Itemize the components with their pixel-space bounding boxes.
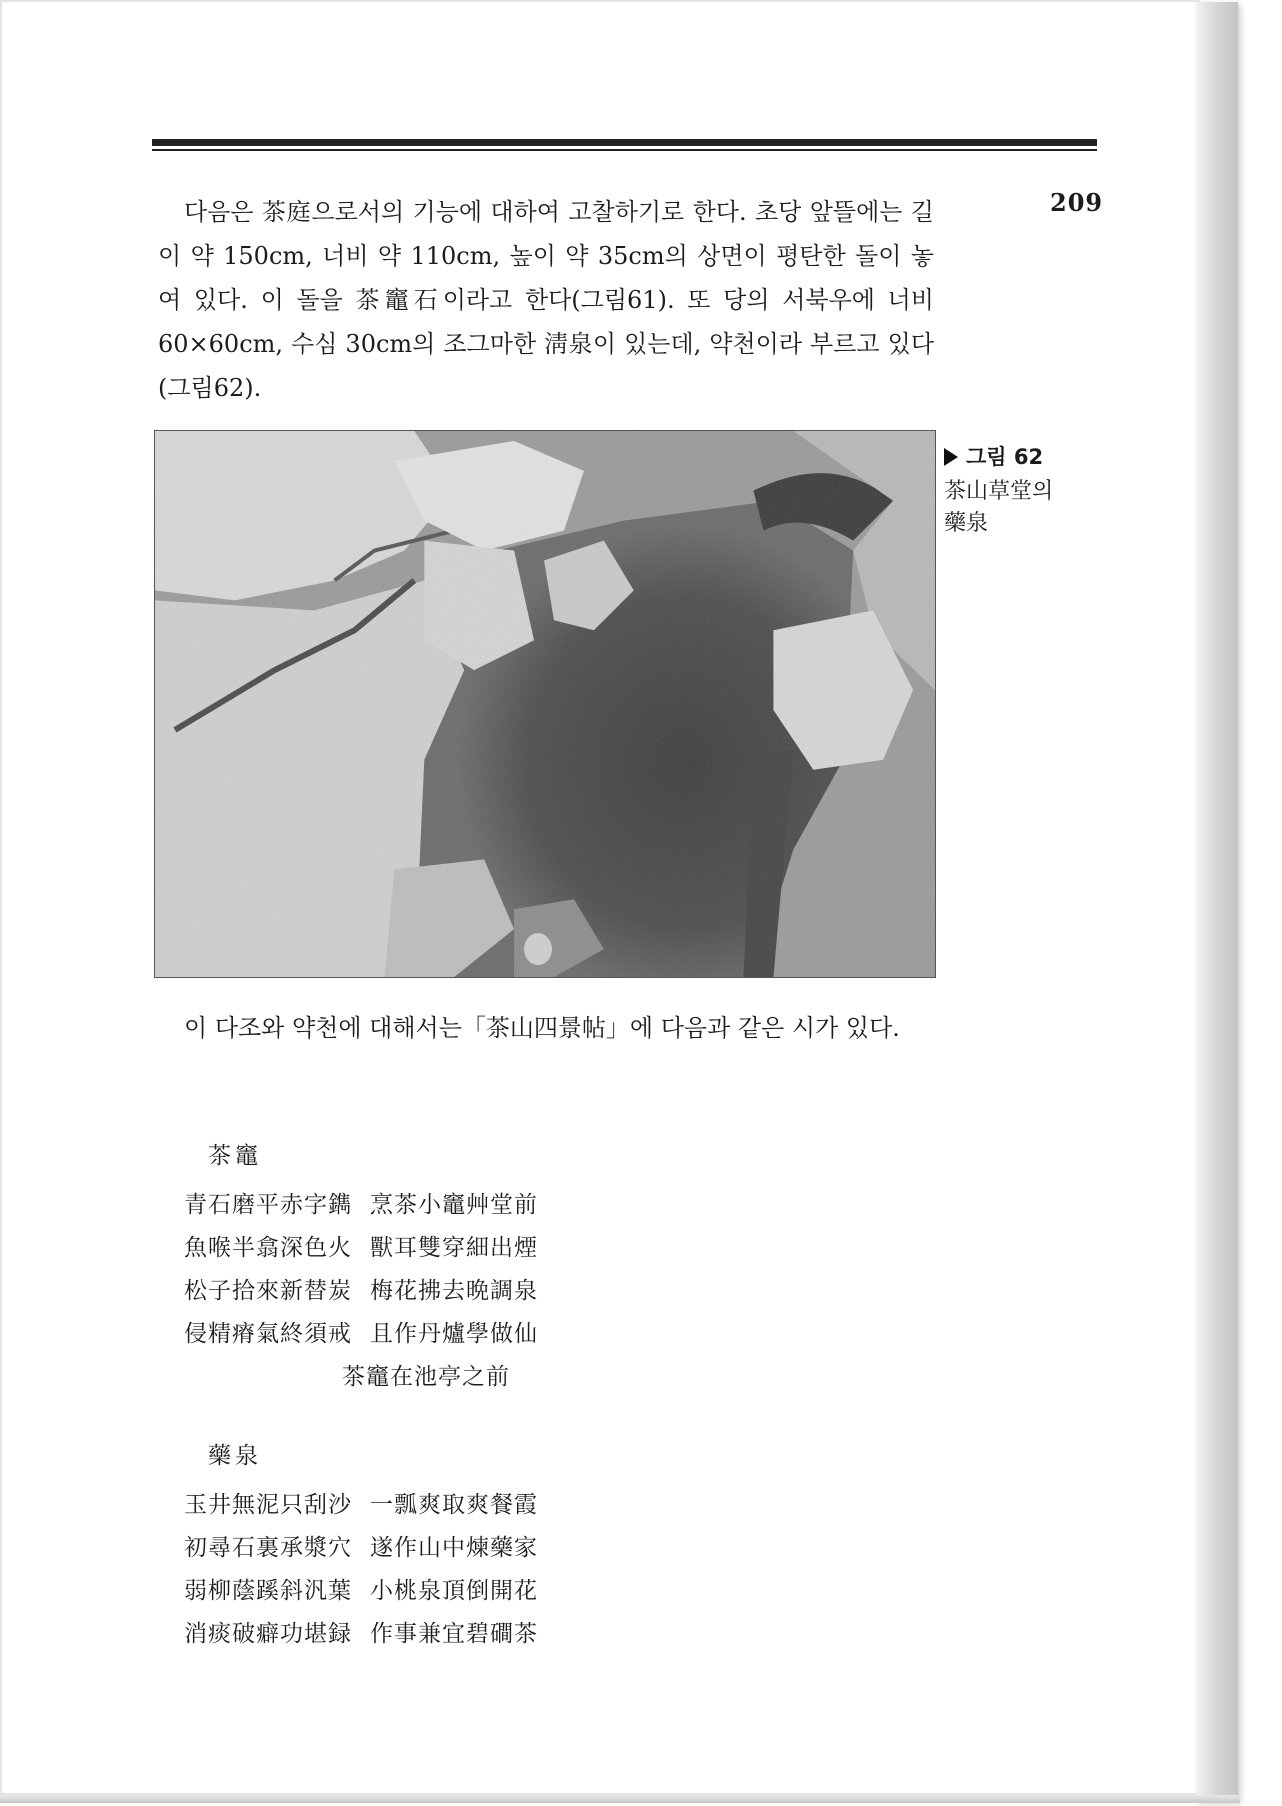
body-paragraph-1: 다음은 茶庭으로서의 기능에 대하여 고찰하기로 한다. 초당 앞뜰에는 길이 약 150cm, 너비 약 110cm, 높이 약 35cm의 상면이 평탄한 돌이 놓여 있다. 이 돌을 茶竈石이라고 한다(그림61). 또 당의 서북우에 너비 60×60cm, 수심 30cm의 조그마한 淸泉이 있는데, 약천이라 부르고 있다(그림62). bbox=[158, 198, 934, 402]
figure-62-photo bbox=[154, 430, 936, 978]
triangle-arrow-icon bbox=[944, 448, 958, 466]
page-number: 209 bbox=[1050, 188, 1104, 217]
poem-verse: 魚喉半翕深色火 bbox=[184, 1235, 352, 1261]
figure-caption-text: 茶山草堂의 藥泉 bbox=[944, 479, 1054, 536]
figure-label bbox=[944, 442, 1074, 472]
figure-caption bbox=[944, 442, 1074, 540]
header-rule-thin bbox=[152, 149, 1097, 151]
poem-verse: 玉井無泥只刮沙 bbox=[184, 1492, 352, 1518]
poem-note: 茶竈在池亭之前 bbox=[342, 1364, 510, 1390]
poem-line bbox=[184, 1184, 538, 1227]
spring-photo-image bbox=[155, 431, 935, 977]
poem-verse: 弱柳蔭蹊斜汎葉 bbox=[184, 1578, 352, 1604]
poem-verse: 消痰破癖功堪録 bbox=[184, 1621, 352, 1647]
poem-verse: 且作丹爐學做仙 bbox=[370, 1321, 538, 1347]
poem-verse: 小桃泉頂倒開花 bbox=[370, 1578, 538, 1604]
poem-line bbox=[184, 1570, 538, 1613]
poem-title: 藥泉 bbox=[208, 1443, 262, 1469]
page-bottom-edge bbox=[0, 1795, 1240, 1803]
poem-line bbox=[184, 1527, 538, 1570]
poem-verse: 烹茶小竈艸堂前 bbox=[370, 1192, 538, 1218]
poem-medicinal-spring bbox=[184, 1434, 538, 1656]
poem-verse: 青石磨平赤字鐫 bbox=[184, 1192, 352, 1218]
header-rule-thick bbox=[152, 139, 1097, 146]
figure-number: 그림 62 bbox=[966, 445, 1044, 469]
page-stack-edge bbox=[1196, 2, 1238, 1802]
poem-verse: 作事兼宜碧磵茶 bbox=[370, 1621, 538, 1647]
poem-title: 茶竈 bbox=[208, 1143, 262, 1169]
poem-line bbox=[184, 1270, 538, 1313]
poem-verse: 梅花拂去晩調泉 bbox=[370, 1278, 538, 1304]
poem-verse: 侵精瘠氣終須戒 bbox=[184, 1321, 352, 1347]
body-paragraph-2: 이 다조와 약천에 대해서는「茶山四景帖」에 다음과 같은 시가 있다. bbox=[184, 1014, 900, 1042]
poem-verse: 獸耳雙穿細出煙 bbox=[370, 1235, 538, 1261]
poem-line bbox=[184, 1227, 538, 1270]
poem-verse: 初尋石裏承漿穴 bbox=[184, 1535, 352, 1561]
poem-tea-stove bbox=[184, 1134, 538, 1399]
poem-verse: 松子拾來新替炭 bbox=[184, 1278, 352, 1304]
poem-line bbox=[184, 1613, 538, 1656]
poem-line bbox=[184, 1484, 538, 1527]
poem-verse: 一瓢爽取爽餐霞 bbox=[370, 1492, 538, 1518]
poem-line bbox=[184, 1313, 538, 1356]
poem-verse: 遂作山中煉藥家 bbox=[370, 1535, 538, 1561]
